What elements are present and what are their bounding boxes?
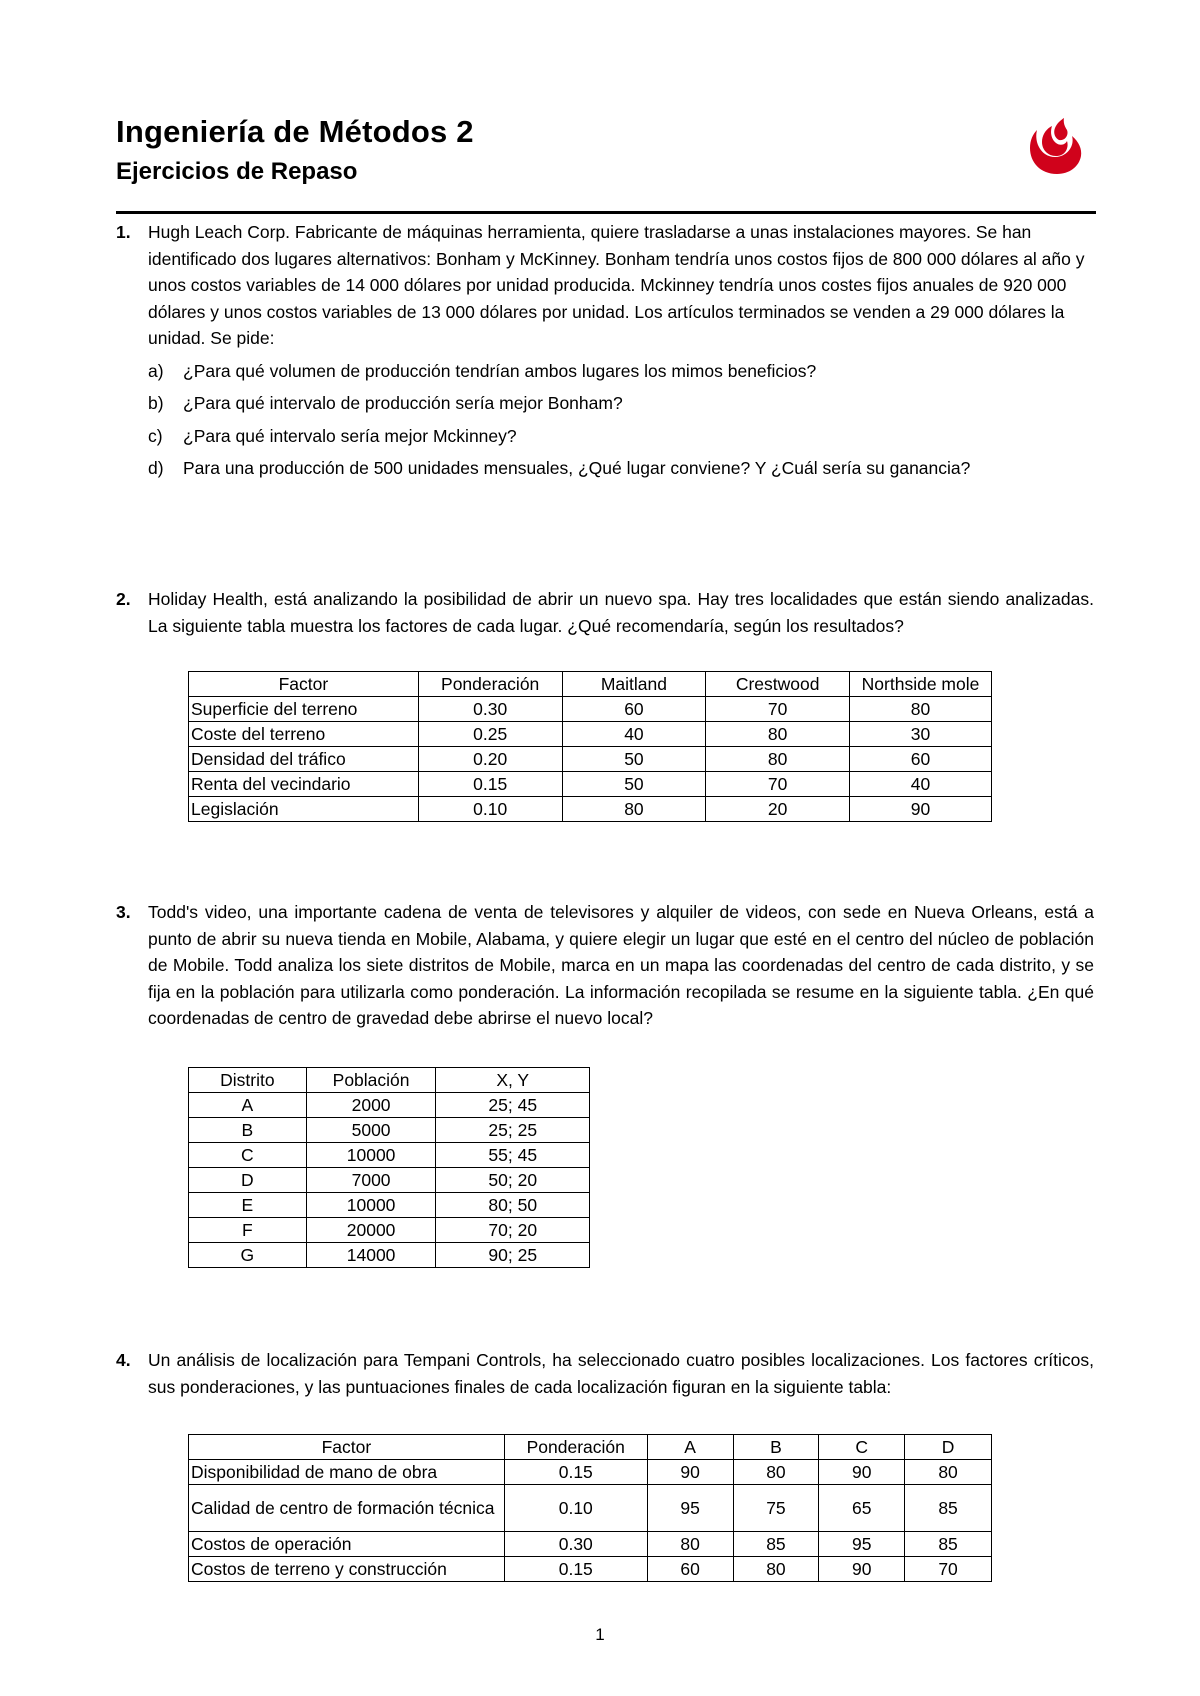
table-cell: 80; 50 — [436, 1193, 590, 1218]
table-header-cell: A — [647, 1435, 733, 1460]
table-cell: 0.30 — [418, 697, 562, 722]
exercise-2 — [116, 586, 1094, 639]
table-cell: B — [189, 1118, 307, 1143]
question-text: Para una producción de 500 unidades mensuales, ¿Qué lugar conviene? Y ¿Cuál sería su ganancia? — [183, 458, 971, 478]
table-cell: 95 — [647, 1485, 733, 1532]
page-number: 1 — [595, 1625, 605, 1644]
table-row — [189, 1093, 590, 1118]
table-cell: 70 — [706, 697, 850, 722]
question-label: b) — [148, 393, 164, 413]
table-cell: G — [189, 1243, 307, 1268]
table-row — [189, 1557, 992, 1582]
table-header-cell: D — [905, 1435, 992, 1460]
table-cell: F — [189, 1218, 307, 1243]
table-cell: 90 — [819, 1557, 905, 1582]
table-cell: A — [189, 1093, 307, 1118]
table-cell: 60 — [850, 747, 992, 772]
table-header-cell: Northside mole — [850, 672, 992, 697]
table-cell: 80 — [706, 747, 850, 772]
question-item — [148, 390, 1094, 417]
exercise-1 — [116, 219, 1094, 482]
table-header-cell: Maitland — [562, 672, 706, 697]
exercise-number: 2. — [116, 589, 131, 609]
table-header-cell: C — [819, 1435, 905, 1460]
question-text: ¿Para qué volumen de producción tendrían ambos lugares los mimos beneficios? — [183, 360, 817, 381]
table-cell: Renta del vecindario — [189, 772, 419, 797]
table-cell: C — [189, 1143, 307, 1168]
page-title: Ingeniería de Métodos 2 — [116, 114, 474, 149]
table-cell: 30 — [850, 722, 992, 747]
page-subtitle: Ejercicios de Repaso — [116, 158, 358, 185]
table-cell: 0.10 — [418, 797, 562, 822]
table-cell: 0.25 — [418, 722, 562, 747]
table-cell: 80 — [905, 1460, 992, 1485]
table-cell: 70 — [706, 772, 850, 797]
table-cell: 20000 — [306, 1218, 436, 1243]
table-row — [189, 1218, 590, 1243]
question-item — [148, 455, 1094, 482]
table-cell: Coste del terreno — [189, 722, 419, 747]
table-row — [189, 1118, 590, 1143]
table-cell: 60 — [647, 1557, 733, 1582]
table-cell: 85 — [905, 1485, 992, 1532]
table-cell: 50 — [562, 772, 706, 797]
table-row — [189, 1460, 992, 1485]
table-row — [189, 1168, 590, 1193]
factor-table-spa — [188, 671, 992, 822]
table-header-cell: Población — [306, 1068, 436, 1093]
table-row — [189, 1193, 590, 1218]
table-cell: 80 — [562, 797, 706, 822]
table-cell: 80 — [850, 697, 992, 722]
exercise-number: 3. — [116, 902, 131, 922]
table-cell: Superficie del terreno — [189, 697, 419, 722]
question-text: ¿Para qué intervalo sería mejor Mckinney? — [183, 425, 517, 446]
table-cell: 85 — [733, 1532, 819, 1557]
table-cell: 85 — [905, 1532, 992, 1557]
table-cell: 0.15 — [504, 1557, 647, 1582]
table-cell: 80 — [647, 1532, 733, 1557]
logo-flame — [1030, 118, 1081, 174]
table-cell: 0.20 — [418, 747, 562, 772]
table-cell: 75 — [733, 1485, 819, 1532]
table-header-row — [189, 1435, 992, 1460]
table-header-cell: Factor — [189, 1435, 505, 1460]
question-item — [148, 358, 1094, 385]
table-cell: 2000 — [306, 1093, 436, 1118]
table-row — [189, 1243, 590, 1268]
table-cell: 95 — [819, 1532, 905, 1557]
table-header-cell: Crestwood — [706, 672, 850, 697]
table-cell: 55; 45 — [436, 1143, 590, 1168]
exercise-statement: Holiday Health, está analizando la posibilidad de abrir un nuevo spa. Hay tres localidades que están siendo analizadas. La siguiente tabla muestra los factores de cada lugar. ¿Qué recomendaría, según los resultados? — [148, 589, 1094, 636]
table-cell: 70; 20 — [436, 1218, 590, 1243]
table-cell: 0.30 — [504, 1532, 647, 1557]
question-item — [148, 423, 1094, 450]
table-cell: 50; 20 — [436, 1168, 590, 1193]
table-cell: E — [189, 1193, 307, 1218]
table-cell: 10000 — [306, 1193, 436, 1218]
question-label: a) — [148, 360, 164, 381]
exercise-statement: Todd's video, una importante cadena de venta de televisores y alquiler de videos, con sede en Nueva Orleans, está a punto de abrir su nueva tienda en Mobile, Alabama, y quiere elegir un lugar que esté en el centro del núcleo de población de Mobile. Todd analiza los siete distritos de Mobile, marca en un mapa las coordenadas del centro de cada distrito, y se fija en la población para utilizarla como ponderación. La información recopilada se resume en la siguiente tabla. ¿En qué coordenadas de centro de gravedad debe abrirse el nuevo local? — [148, 902, 1094, 1028]
table-cell: Calidad de centro de formación técnica — [189, 1485, 505, 1532]
table-cell: 80 — [733, 1557, 819, 1582]
table-row — [189, 772, 992, 797]
exercise-number: 1. — [116, 222, 131, 242]
exercise-statement: Hugh Leach Corp. Fabricante de máquinas herramienta, quiere trasladarse a unas instalaciones mayores. Se han identificado dos lugares alternativos: Bonham y McKinney. Bonham tendría unos costos fijos de 800 000 dólares al año y unos costos variables de 14 000 dólares por unidad producida. Mckinney tendría unos costes fijos anuales de 920 000 dólares y unos costos variables de 13 000 dólares por unidad. Los artículos terminados se venden a 29 000 dólares la unidad. Se pide: — [148, 222, 1085, 348]
table-header-cell: Factor — [189, 672, 419, 697]
table-cell: 0.15 — [418, 772, 562, 797]
table-cell: 25; 25 — [436, 1118, 590, 1143]
table-cell: 25; 45 — [436, 1093, 590, 1118]
table-cell: 65 — [819, 1485, 905, 1532]
table-cell: D — [189, 1168, 307, 1193]
table-cell: 0.10 — [504, 1485, 647, 1532]
exercise-number: 4. — [116, 1350, 131, 1370]
table-header-row — [189, 1068, 590, 1093]
table-cell: 90; 25 — [436, 1243, 590, 1268]
table-cell: 80 — [733, 1460, 819, 1485]
table-row — [189, 797, 992, 822]
table-cell: 70 — [905, 1557, 992, 1582]
table-header-cell: B — [733, 1435, 819, 1460]
table-header-cell: Ponderación — [418, 672, 562, 697]
question-text: ¿Para qué intervalo de producción sería mejor Bonham? — [183, 393, 623, 413]
table-cell: 7000 — [306, 1168, 436, 1193]
table-cell: 60 — [562, 697, 706, 722]
table-cell: Legislación — [189, 797, 419, 822]
table-row — [189, 1485, 992, 1532]
table-cell: 50 — [562, 747, 706, 772]
table-cell: 80 — [706, 722, 850, 747]
table-cell: 0.15 — [504, 1460, 647, 1485]
question-label: c) — [148, 425, 163, 446]
table-cell: 10000 — [306, 1143, 436, 1168]
table-cell: 14000 — [306, 1243, 436, 1268]
header-rule — [116, 211, 1096, 214]
table-row — [189, 722, 992, 747]
table-header-row — [189, 672, 992, 697]
table-header-cell: X, Y — [436, 1068, 590, 1093]
table-cell: 90 — [647, 1460, 733, 1485]
table-cell: 5000 — [306, 1118, 436, 1143]
factor-table-tempani — [188, 1434, 992, 1582]
table-cell: 40 — [562, 722, 706, 747]
district-table — [188, 1067, 590, 1268]
table-cell: 90 — [819, 1460, 905, 1485]
table-cell: Disponibilidad de mano de obra — [189, 1460, 505, 1485]
table-cell: 40 — [850, 772, 992, 797]
table-cell: 20 — [706, 797, 850, 822]
exercise-3 — [116, 899, 1094, 1032]
table-row — [189, 1532, 992, 1557]
university-logo-icon — [1026, 116, 1088, 178]
table-cell: Costos de terreno y construcción — [189, 1557, 505, 1582]
table-row — [189, 697, 992, 722]
table-header-cell: Ponderación — [504, 1435, 647, 1460]
exercise-statement: Un análisis de localización para Tempani Controls, ha seleccionado cuatro posibles localizaciones. Los factores críticos, sus ponderaciones, y las puntuaciones finales de cada localización figuran en la siguiente tabla: — [148, 1350, 1094, 1397]
table-header-cell: Distrito — [189, 1068, 307, 1093]
question-label: d) — [148, 458, 164, 478]
table-cell: Costos de operación — [189, 1532, 505, 1557]
table-row — [189, 1143, 590, 1168]
table-cell: Densidad del tráfico — [189, 747, 419, 772]
table-cell: 90 — [850, 797, 992, 822]
table-row — [189, 747, 992, 772]
exercise-4 — [116, 1347, 1094, 1400]
